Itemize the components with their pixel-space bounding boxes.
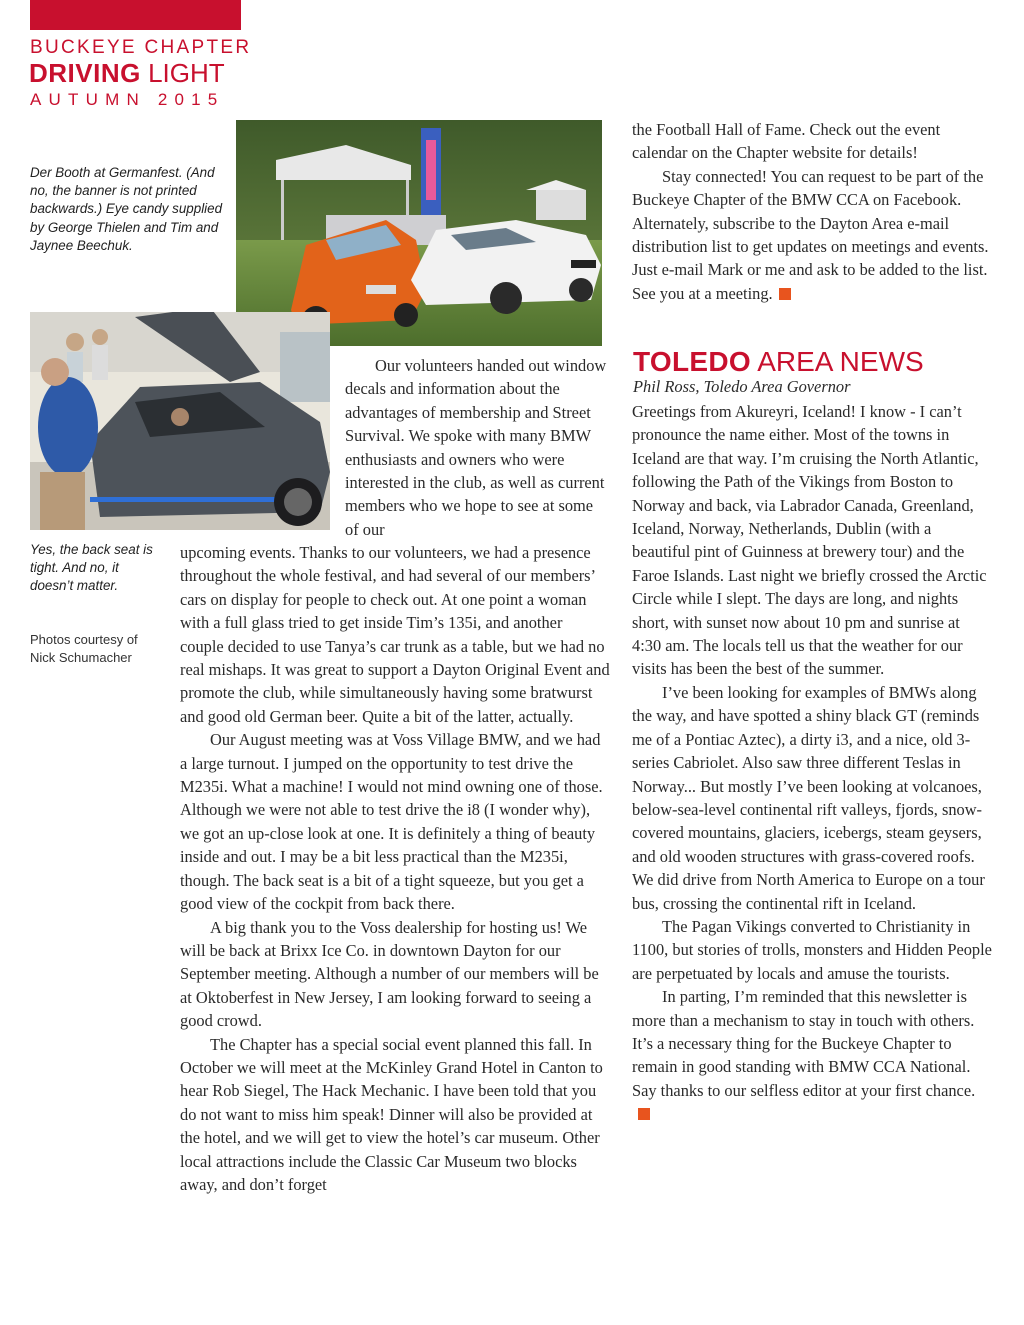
- toledo-byline: Phil Ross, Toledo Area Governor: [633, 377, 851, 396]
- toledo-heading: [633, 346, 924, 378]
- toledo-column: [632, 400, 992, 1126]
- chapter-name: BUCKEYE CHAPTER: [30, 37, 252, 58]
- article-paragraph-5-text: Stay connected! You can request to be part of the Buckeye Chapter of the BMW CCA on Facebook. Alternately, subscribe to the Dayton Area e-mail distribution list to get updates on meetings and events. Just e-mail Mark or me and ask to be added to the list. See you at a meeting.: [632, 166, 989, 303]
- article-paragraph-intro: Our volunteers handed out window decals and information about the advantages of membership and Street Survival. We spoke with many BMW enthusiasts and owners who were interested in the club, as well as current members who we hope to see at some of our: [345, 356, 607, 539]
- germanfest-caption: Der Booth at Germanfest. (And no, the banner is not printed backwards.) Eye candy supplied by George Thielen and Tim and Jaynee Beechuk.: [30, 165, 223, 253]
- article-paragraph-1: upcoming events. Thanks to our volunteers, we had a presence throughout the whole festival, and had several of our members’ cars on display for people to check out. At one point a woman with a full glass tried to get inside Tim’s 135i, and another couple decided to use Tanya’s car trunk as a table, but we had no real mishaps. It was great to support a Dayton Original Event and promote the club, while simultaneously having some bratwurst and good old German beer. Quite a bit of the latter, actually.: [180, 543, 610, 726]
- newsletter-title: [29, 58, 225, 89]
- title-light: LIGHT: [140, 58, 225, 88]
- toledo-paragraph-2: I’ve been looking for examples of BMWs along the way, and have spotted a shiny black GT (reminds me of a Pontiac Aztec), a dirty i3, and a nice, old 3-series Cabriolet. Also saw three different Teslas in Norway... But mostly I’ve been looking at volcanoes, below-sea-level continental rift valleys, fjords, snow-covered mountains, glaciers, icebergs, steam geysers, and old wooden structures with grass-covered roofs. We did drive from North America to Europe on a tour bus, crossing the continental rift in Iceland.: [632, 682, 985, 913]
- i8-photo: [30, 312, 330, 530]
- article-paragraph-4: The Chapter has a special social event planned this fall. In October we will meet at the McKinley Grand Hotel in Canton to hear Rob Siegel, The Hack Mechanic. I have been told that you do not want to miss him speak! Dinner will also be provided at the hotel, and we will get to view the hotel’s car museum. Other local attractions include the Classic Car Museum two blocks away, and don’t forget: [180, 1034, 603, 1194]
- end-mark-icon: [779, 288, 791, 300]
- title-bold: DRIVING: [29, 58, 141, 88]
- backseat-caption: Yes, the back seat is tight. And no, it doesn’t matter.: [30, 542, 153, 594]
- article-column: [180, 541, 610, 1196]
- credit-line-2: Nick Schumacher: [30, 650, 132, 665]
- article-paragraph-4-cont: the Football Hall of Fame. Check out the event calendar on the Chapter website for details!: [632, 120, 941, 163]
- toledo-paragraph-1: Greetings from Akureyri, Iceland! I know - I can’t pronounce the name either. Most of the towns in Iceland are that way. I’m cruising the North Atlantic, following the Path of the Vikings from Boston to Norway and back, via Labrador Canada, Greenland, Iceland, Norway, Netherlands, Dublin (with a beautiful pint of Guinness at brewery tour) and the Faroe Islands. Last night we briefly crossed the Arctic Circle while I slept. The days are long, and nights short, with sunset now about 10 pm and sunrise at 4:30 am. The locals tell us that the weather for our visits has been the best of the summer.: [632, 402, 987, 679]
- article-paragraph-5: [632, 165, 992, 305]
- toledo-heading-bold: TOLEDO: [633, 346, 751, 377]
- photo-credit: [30, 631, 170, 667]
- issue-date: AUTUMN 2015: [30, 90, 225, 109]
- credit-line-1: Photos courtesy of: [30, 632, 138, 647]
- article-paragraph-2: Our August meeting was at Voss Village BMW, and we had a large turnout. I jumped on the opportunity to test drive the M235i. What a machine! I would not mind owning one of those. Although we were not able to test drive the i8 (I wonder why), we got an up-close look at one. It is definitely a thing of beauty inside and out. I may be a bit less practical than the M235i, though. The back seat is a bit of a tight squeeze, but you get a good view of the cockpit from back there.: [180, 730, 603, 914]
- article-continuation: [632, 118, 992, 305]
- article-intro-wrap: [345, 354, 607, 541]
- toledo-heading-light: AREA NEWS: [750, 346, 924, 377]
- article-paragraph-3: A big thank you to the Voss dealership for hosting us! We will be back at Brixx Ice Co. in downtown Dayton for our September meeting. Although a number of our members will be at Oktoberfest in New Jersey, I am looking forward to seeing a good crowd.: [180, 917, 599, 1031]
- toledo-paragraph-4: [632, 985, 992, 1125]
- toledo-paragraph-3: The Pagan Vikings converted to Christianity in 1100, but stories of trolls, monsters and Hidden People are perpetuated by locals and amuse the tourists.: [632, 916, 992, 983]
- end-mark-icon: [638, 1108, 650, 1120]
- toledo-paragraph-4-text: In parting, I’m reminded that this newsletter is more than a mechanism to stay in touch with others. It’s a necessary thing for the Buckeye Chapter to remain in good standing with BMW CCA National. Say thanks to our selfless editor at your first chance.: [632, 987, 976, 1100]
- header-color-bar: [30, 0, 241, 30]
